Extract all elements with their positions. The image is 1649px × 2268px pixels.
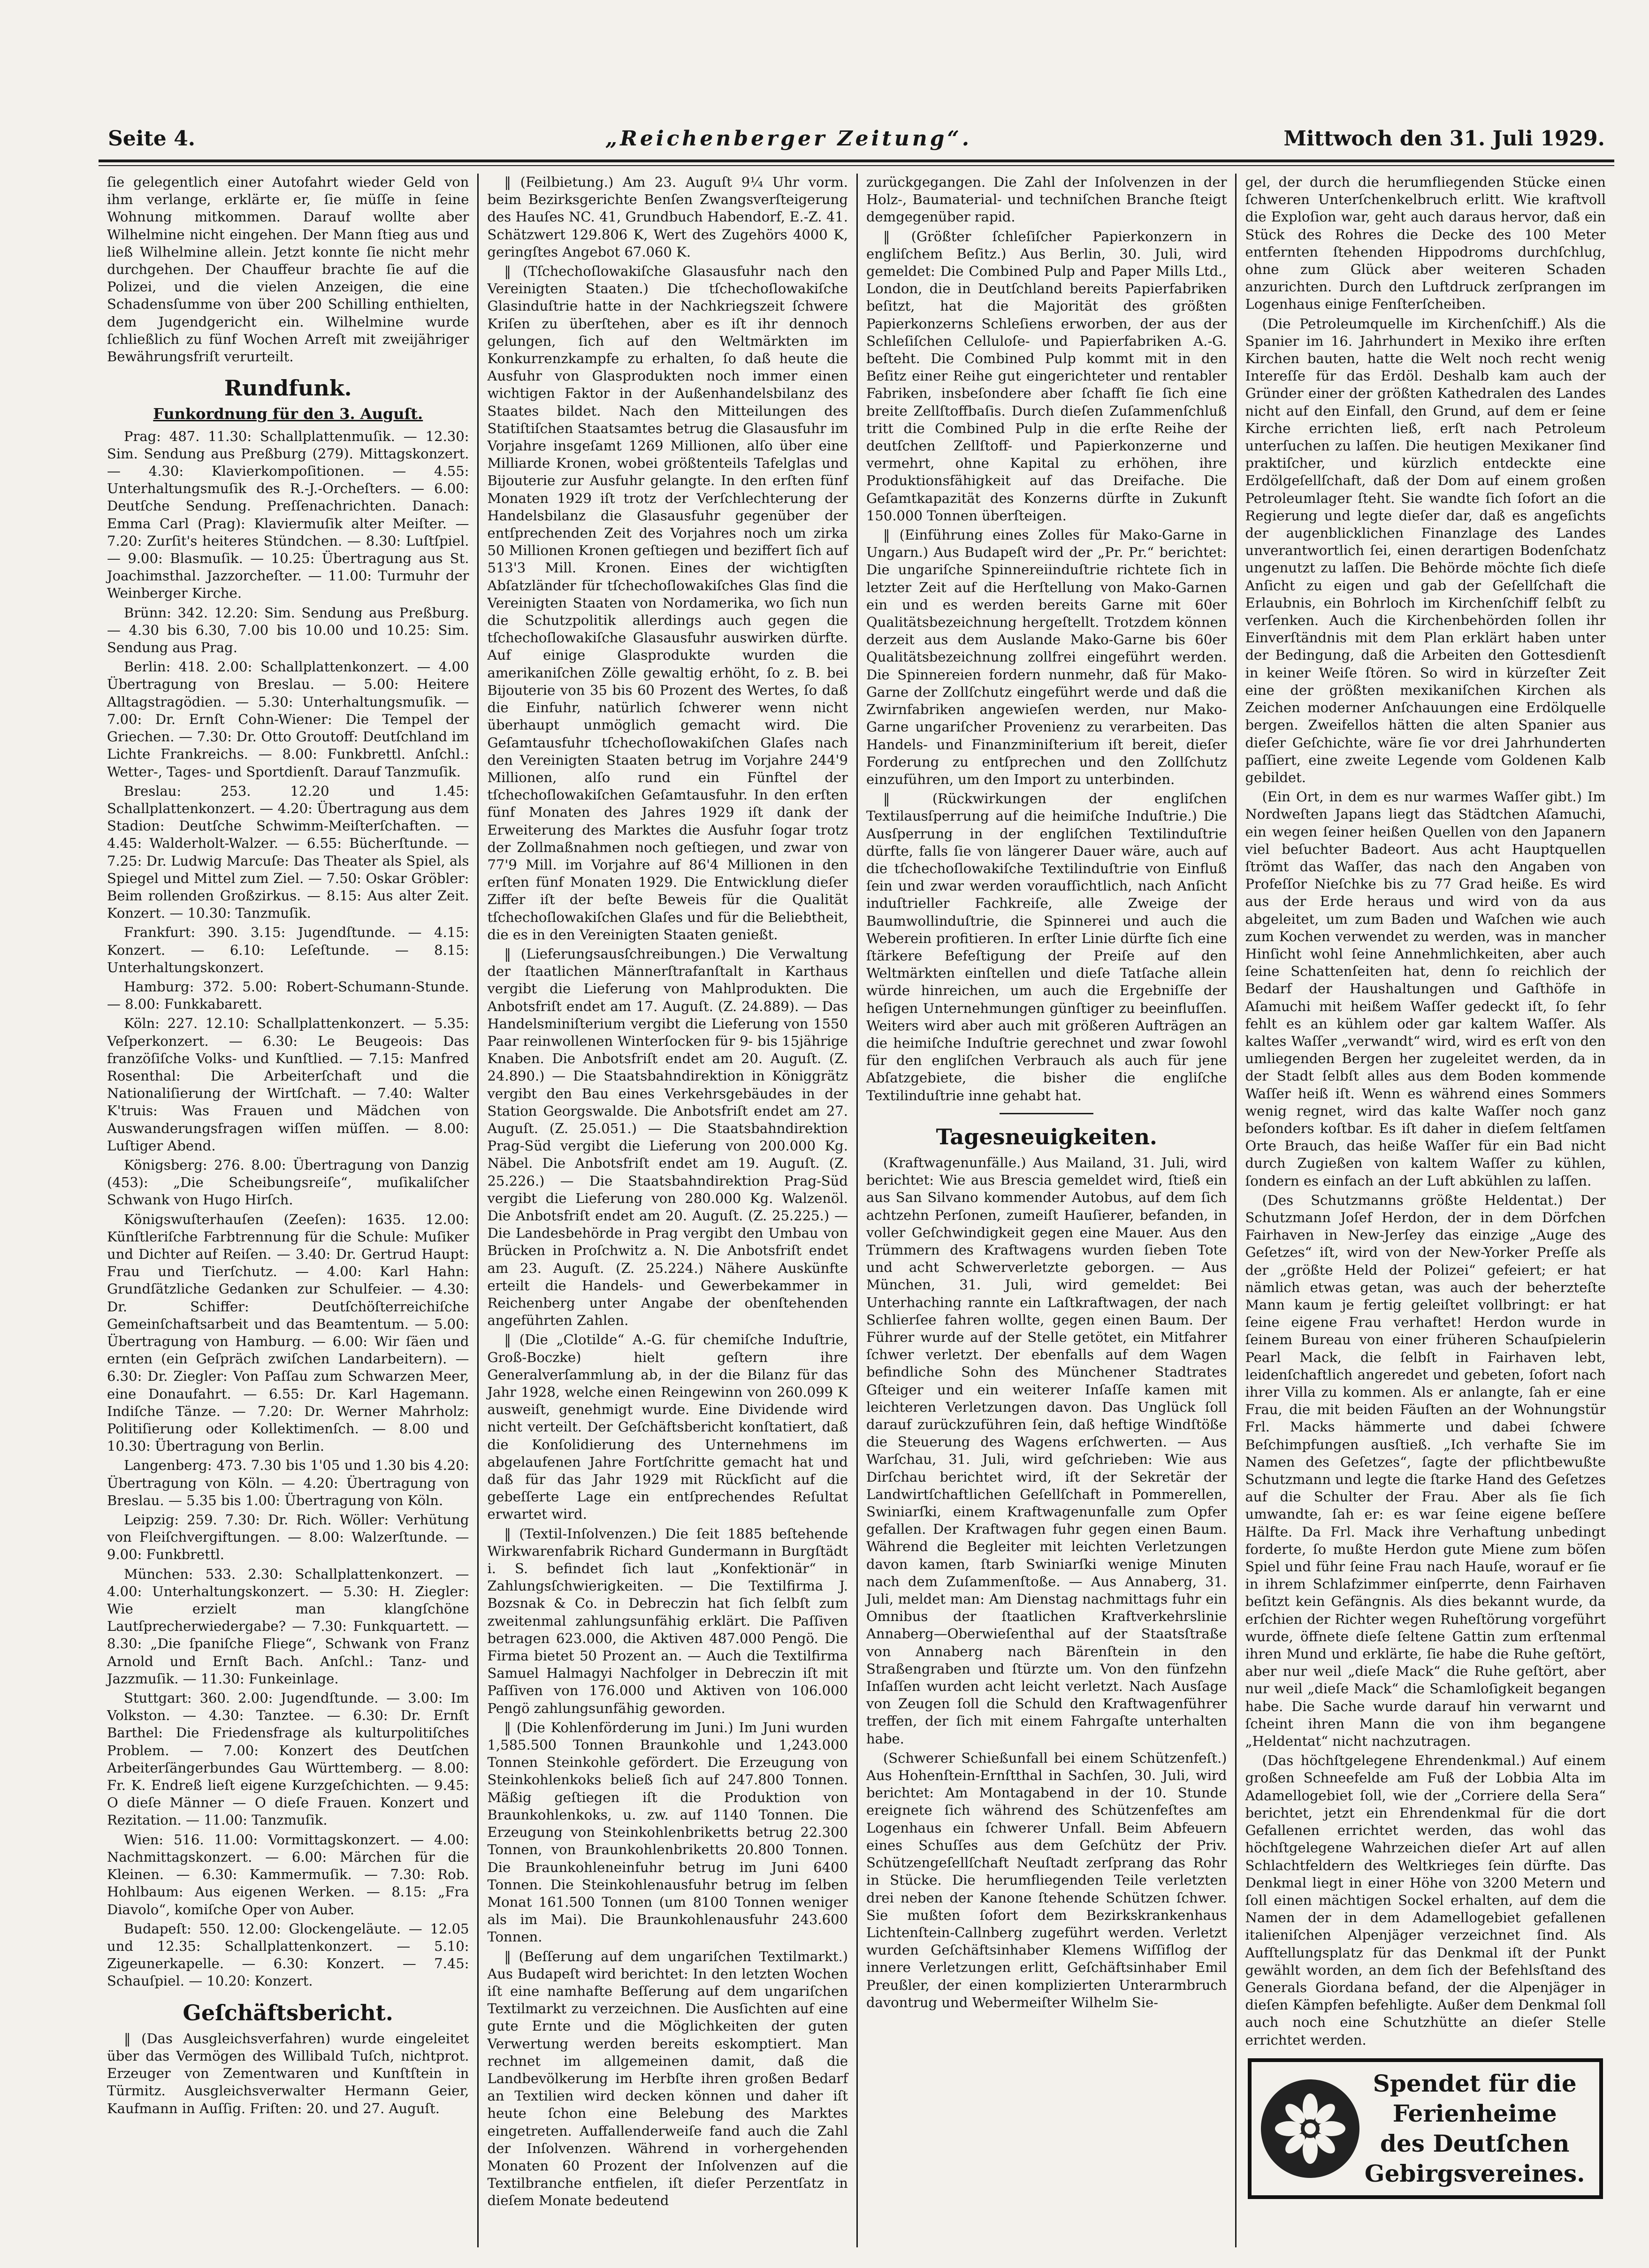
ad-line: Ferienheime <box>1392 2099 1557 2127</box>
business-item: ‖ (Textil-Inſolvenzen.) Die ſeit 1885 beſtehende Wirkwarenfabrik Richard Gundermann in Burgſtädt i. S. befindet ſich laut „Konfektionär“ in Zahlungsſchwierigkeiten. — Die Textilfirma J. Bozsnak & Co. in Debreczin hat ſich ſelbſt zum zweitenmal zahlungsunfähig erklärt. Die Paſſiven betragen 623.000, die Aktiven 487.000 Pengö. Die Firma bietet 50 Prozent an. — Auch die Textilfirma Samuel Halmagyi Nachfolger in Debreczin iſt mit Paſſiven von 176.000 und Aktiven von 106.000 Pengö zahlungsunfähig geworden. <box>487 1525 848 1716</box>
business-item: ‖ (Die „Clotilde“ A.-G. für chemiſche Induſtrie, Groß-Boczke) hielt geſtern ihre Generalverſammlung ab, in der die Bilanz für das Jahr 1928, welche einen Reingewinn von 260.099 K ausweiſt, genehmigt wurde. Eine Dividende wird nicht verteilt. Der Geſchäftsbericht konſtatiert, daß die Konſolidierung des Unternehmens im abgelaufenen Jahre Fortſchritte gemacht hat und daß für das Jahr 1929 mit Rückſicht auf die gebeſſerte Lage ein entſprechendes Reſultat erwartet wird. <box>487 1332 848 1522</box>
business-item: ‖ (Die Kohlenförderung im Juni.) Im Juni wurden 1,585.500 Tonnen Braunkohle und 1,243.000 Tonnen Steinkohle gefördert. Die Erzeugung von Steinkohlenkoks beließ ſich auf 247.800 Tonnen. Mäßig geſtiegen iſt die Produktion von Braunkohlenkoks, u. zw. auf 1140 Tonnen. Die Erzeugung von Steinkohlenbriketts betrug 22.300 Tonnen, von Braunkohlenbriketts 20.800 Tonnen. Die Braunkohleneinfuhr betrug im Juni 6400 Tonnen. Die Steinkohlenausfuhr betrug im ſelben Monat 161.500 Tonnen (um 8100 Tonnen weniger als im Mai). Die Braunkohlenausfuhr 243.600 Tonnen. <box>487 1719 848 1945</box>
radio-listing: Stuttgart: 360. 2.00: Jugendſtunde. — 3.00: Im Volkston. — 4.30: Tanztee. — 6.30: Dr. Ernſt Barthel: Die Friedensfrage als kulturpolitiſches Problem. — 7.00: Konzert des Deutſchen Arbeiterſängerbundes Gau Württemberg. — 8.00: Fr. K. Endreß lieſt eigene Kurzgeſchichten. — 9.45: O dieſe Männer — O dieſe Frauen. Konzert und Rezitation. — 11.00: Tanzmuſik. <box>107 1690 469 1828</box>
news-item: (Schwerer Schießunfall bei einem Schützenfeſt.) Aus Hohenſtein-Ernſtthal in Sachſen, 30. Juli, wird berichtet: Am Montagabend in der 10. Stunde ereignete ſich während des Schützenfeſtes am Logenhaus ein ſchwerer Unfall. Beim Abfeuern eines Schuſſes aus dem Geſchütz der Priv. Schützengeſellſchaft Neuſtadt zerſprang das Rohr in Stücke. Die herumfliegenden Teile verletzten drei neben der Kanone ſtehende Schützen ſchwer. Sie mußten ſofort dem Bezirkskrankenhaus Lichtenſtein-Callnberg zugeführt werden. Verletzt wurden Geſchäftsinhaber Klemens Wiſſiflog der innere Verletzungen erlitt, Geſchäftsinhaber Emil Preußler, der einen komplizierten Unterarmbruch davontrug und Webermeiſter Wilhelm Sie- <box>866 1750 1227 2010</box>
newspaper-page <box>89 108 1614 2247</box>
header-rule-thin <box>99 165 1614 166</box>
advertisement-text <box>1359 2069 1590 2189</box>
column-2 <box>477 174 856 2247</box>
radio-listing: Königswuſterhauſen (Zeeſen): 1635. 12.00: Künſtleriſche Farbtrennung für die Schule: Muſiker und Dichter auf Reiſen. — 3.40: Dr. Gertrud Haupt: Frau und Tierſchutz. — 4.00: Karl Hahn: Grundſätzliche Gedanken zur Schulfeier. — 4.30: Dr. Schiffer: Deutſchöſterreichiſche Gemeinſchaftsarbeit und das Beamtentum. — 5.00: Übertragung von Hamburg. — 6.00: Wir ſäen und ernten (ein Geſpräch zwiſchen Landarbeitern). — 6.30: Dr. Ziegler: Von Paſſau zum Schwarzen Meer, eine Donaufahrt. — 6.55: Dr. Karl Hagemann. Indiſche Tänze. — 7.20: Dr. Werner Mahrholz: Politiſierung oder Kollektimenſch. — 8.00 und 10.30: Übertragung von Berlin. <box>107 1211 469 1454</box>
radio-listing: Langenberg: 473. 7.30 bis 1'05 und 1.30 bis 4.20: Übertragung von Köln. — 4.20: Übertragung von Breslau. — 5.35 bis 1.00: Übertragung von Köln. <box>107 1457 469 1508</box>
business-item: zurückgegangen. Die Zahl der Inſolvenzen in der Holz-, Baumaterial- und techniſchen Branche ſteigt demgegenüber rapid. <box>866 174 1227 225</box>
radio-listing: Wien: 516. 11.00: Vormittagskonzert. — 4.00: Nachmittagskonzert. — 6.00: Märchen für die Kleinen. — 6.30: Kammermuſik. — 7.30: Rob. Hohlbaum: Aus eigenen Werken. — 8.15: „Fra Diavolo“, komiſche Oper von Auber. <box>107 1831 469 1918</box>
news-item: (Ein Ort, in dem es nur warmes Waſſer gibt.) Im Nordweſten Japans liegt das Städtchen Aſamuchi, ein wegen ſeiner heißen Quellen von den Japanern viel beſuchter Badeort. Aus acht Hauptquellen ſtrömt das Waſſer, das nach den Angaben von Profeſſor Nieſchke bis zu 77 Grad heiße. Es wird aus der Erde heraus und wird von da aus abgeleitet, um zum Baden und Waſchen wie auch zum Kochen verwendet zu werden, was in mancher Hinſicht wohl ſeine Annehmlichkeiten, aber auch ſeine Schattenſeiten hat, denn ſo reichlich der Bedarf der Haushaltungen und Gaſthöfe in Aſamuchi mit heißem Waſſer gedeckt iſt, ſo ſehr fehlt es an kühlem oder gar kaltem Waſſer. Als kaltes Waſſer „verwandt“ wird, wird es erſt von den umliegenden Bergen her zugeleitet werden, da in der Stadt ſelbſt alles aus dem Boden kommende Waſſer heiß iſt. Wenn es während eines Sommers wenig regnet, wird das kalte Waſſer noch ganz beſonders koſtbar. Es iſt daher in dieſem ſeltſamen Orte Brauch, das heiße Waſſer für ein Bad nicht durch Zugießen von kaltem Waſſer zu kühlen, ſondern es einfach an der Luft abkühlen zu laſſen. <box>1245 789 1606 1189</box>
ad-line: des Deutſchen <box>1380 2129 1570 2157</box>
column-4 <box>1235 174 1614 2247</box>
business-item: ‖ (Rückwirkungen der engliſchen Textilausſperrung auf die heimiſche Induſtrie.) Die Ausſperrung in der engliſchen Textilinduſtrie dürfte, falls ſie von längerer Dauer wäre, auch auf die tſchechoſlowakiſche Textilinduſtrie von Einfluß ſein und zwar werden voraufſichtlich, nach Anſicht induſtrieller Fachkreiſe, alle Zweige der Baumwollinduſtrie, die Spinnerei und auch die Weberein profitieren. In erſter Linie dürfte ſich eine ſtärkere Befeſtigung der Preiſe auf den Weltmärkten einſtellen und dieſe Tatſache allein würde hinreichen, um auch die Ergebniſſe der heſigen Unternehmungen günſtiger zu beeinfluſſen. Weiters wird aber auch mit größeren Aufträgen an die heimiſche Induſtrie gerechnet und zwar ſowohl für den engliſchen Verbrauch als auch für jene Abſatzgebiete, die bisher die engliſche Textilinduſtrie inne gehabt hat. <box>866 791 1227 1104</box>
radio-listing: Köln: 227. 12.10: Schallplattenkonzert. — 5.35: Veſperkonzert. — 6.30: Le Beugeois: Das franzöſiſche Volks- und Kunſtlied. — 7.15: Manfred Rosenthal: Die Arbeiterſchaft und die Nationaliſierung der Wirtſchaft. — 7.40: Walter K'truis: Was Frauen und Mädchen von Auswanderungsfragen wiſſen müſſen. — 8.00: Luſtiger Abend. <box>107 1015 469 1154</box>
radio-listing: Brünn: 342. 12.20: Sim. Sendung aus Preßburg. — 4.30 bis 6.30, 7.00 bis 10.00 und 10.25: Sim. Sendung aus Prag. <box>107 604 469 656</box>
business-item: ‖ (Beſſerung auf dem ungariſchen Textilmarkt.) Aus Budapeſt wird berichtet: In den letzten Wochen iſt eine namhafte Beſſerung auf dem ungariſchen Textilmarkt zu verzeichnen. Die Ausſichten auf eine gute Ernte und die Möglichkeiten der guten Verwertung werden bereits eskomptiert. Man rechnet im allgemeinen damit, daß die Landbevölkerung im Herbſte ihren großen Bedarf an Textilien wird decken können und daher iſt heute ſchon eine Belebung des Marktes eingetreten. Auffallenderweiſe fand auch die Zahl der Inſolvenzen. Während in vorhergehenden Monaten 60 Prozent der Inſolvenzen auf die Textilbranche entfielen, iſt dieſer Perzentſatz in dieſem Monate bedeutend <box>487 1948 848 2209</box>
header-rule <box>99 160 1614 162</box>
section-heading-tagesneuigkeiten: Tagesneuigkeiten. <box>936 1124 1157 1149</box>
issue-date: Mittwoch den 31. Juli 1929. <box>1283 127 1605 151</box>
edelweiss-emblem-icon <box>1261 2079 1359 2178</box>
radio-listing: Prag: 487. 11.30: Schallplattenmuſik. — 12.30: Sim. Sendung aus Preßburg (279). Mittagskonzert. — 4.30: Klavierkompoſitionen. — 4.55: Unterhaltungsmuſik des R.-J.-Orcheſters. — 6.00: Deutſche Sendung. Preſſenachrichten. Danach: Emma Carl (Prag): Klaviermuſik alter Meiſter. — 7.20: Zurſit's heiteres Stündchen. — 8.30: Luſtſpiel. — 9.00: Blasmuſik. — 10.25: Übertragung aus St. Joachimsthal. Jazzorcheſter. — 11.00: Turmuhr der Weinberger Kirche. <box>107 428 469 601</box>
radio-listing: Königsberg: 276. 8.00: Übertragung von Danzig (453): „Die Scheibungsreiſe“, muſikaliſcher Schwank von Hugo Hirſch. <box>107 1157 469 1208</box>
radio-listing: Breslau: 253. 12.20 und 1.45: Schallplattenkonzert. — 4.20: Übertragung aus dem Stadion: Deutſche Schwimm-Meiſterſchaften. — 4.45: Walderholt-Walzer. — 6.55: Bücherſtunde. — 7.25: Dr. Ludwig Marcuſe: Das Theater als Spiel, als Spiegel und Mittel zum Ziel. — 7.50: Oskar Gröbler: Beim rollenden Großzirkus. — 8.15: Aus alter Zeit. Konzert. — 10.30: Tanzmuſik. <box>107 783 469 921</box>
radio-listing: Leipzig: 259. 7.30: Dr. Rich. Wöller: Verhütung von Fleiſchvergiftungen. — 8.00: Walzerſtunde. — 9.00: Funkbrettl. <box>107 1512 469 1563</box>
ad-line: Spendet für die <box>1373 2069 1577 2097</box>
news-item: gel, der durch die herumfliegenden Stücke einen ſchweren Unterſchenkelbruch erlitt. Wie kraftvoll die Exploſion war, geht auch daraus hervor, daß ein Stück des Rohres die Decke des 100 Meter entfernten ſtehenden Hippodroms durchſchlug, ohne zum Glück aber weiteren Schaden anzurichten. Durch den Luftdruck zerſprangen im Logenhaus einige Fenſterſcheiben. <box>1245 174 1606 312</box>
advertisement-box <box>1248 2058 1603 2199</box>
radio-listing: Frankfurt: 390. 3.15: Jugendſtunde. — 4.15: Konzert. — 6.10: Leſeſtunde. — 8.15: Unterhaltungskonzert. <box>107 924 469 975</box>
business-item: ‖ (Tſchechoſlowakiſche Glasausfuhr nach den Vereinigten Staaten.) Die tſchechoſlowakiſche Glasinduſtrie hatte in der Nachkriegszeit ſchwere Kriſen zu überſtehen, aber es iſt ihr dennoch gelungen, ſich auf den Weltmärkten im Konkurrenzkampfe zu erhalten, ſo daß heute die Ausfuhr von Glasprodukten noch immer einen wichtigen Faktor in der Außenhandelsbilanz des Staates bildet. Nach den Mitteilungen des Statiſtiſchen Staatsamtes betrug die Glasausfuhr im Vorjahre insgeſamt 1269 Millionen, alſo über eine Milliarde Kronen, wobei größtenteils Tafelglas und Bijouterie zur Ausfuhr gelangte. In den erſten fünf Monaten 1929 iſt trotz der Verſchlechterung der Handelsbilanz die Glasausfuhr gegenüber der entſprechenden Zeit des Vorjahres noch um zirka 50 Millionen Kronen geſtiegen und beziffert ſich auf 513'3 Mill. Kronen. Eines der wichtigſten Abſatzländer für tſchechoſlowakiſches Glas ſind die Vereinigten Staaten von Nordamerika, wo ſich nun die Schutzpolitik allerdings auch gegen die tſchechoſlowakiſche Glasausfuhr auswirken dürfte. Auf einige Glasprodukte wurden die amerikaniſchen Zölle gewaltig erhöht, ſo z. B. bei Bijouterie von 35 bis 60 Prozent des Wertes, ſo daß die Einfuhr, natürlich ſchwerer wenn nicht überhaupt unmöglich gemacht wird. Die Geſamtausfuhr tſchechoſlowakiſchen Glaſes nach den Vereinigten Staaten betrug im Vorjahre 244'9 Millionen, alſo rund ein Fünftel der tſchechoſlowakiſchen Geſamtausfuhr. In den erſten fünf Monaten des Jahres 1929 iſt dank der Erweiterung des Marktes die Ausfuhr ſogar trotz der Zollmaßnahmen noch geſtiegen, und zwar von 77'9 Mill. im Vorjahre auf 86'4 Millionen in den erſten fünf Monaten 1929. Die Entwicklung dieſer Ziffer iſt der beſte Beweis für die Qualität tſchechoſlowakiſchen Glaſes und für die Beliebtheit, die es in den Vereinigten Staaten genießt. <box>487 263 848 943</box>
news-item: (Kraftwagenunfälle.) Aus Mailand, 31. Juli, wird berichtet: Wie aus Brescia gemeldet wird, ſtieß ein aus San Silvano kommender Autobus, auf dem ſich achtzehn Perſonen, zumeiſt Hauſierer, befanden, in voller Geſchwindigkeit gegen eine Mauer. Aus den Trümmern des Kraftwagens wurden ſieben Tote und acht Schwerverletzte geborgen. — Aus München, 31. Juli, wird gemeldet: Bei Unterhaching rannte ein Laſtkraftwagen, der nach Schlierſee fahren wollte, gegen einen Baum. Der Führer wurde auf der Stelle getötet, ein Mitfahrer ſchwer verletzt. Der ebenfalls auf dem Wagen befindliche Sohn des Münchener Stadtrates Gſteiger und ein weiterer Inſaſſe kamen mit leichteren Verletzungen davon. Das Unglück ſoll darauf zurückzuführen ſein, daß heftige Windſtöße die Steuerung des Wagens erſchwerten. — Aus Warſchau, 31. Juli, wird geſchrieben: Wie aus Dirſchau berichtet wird, iſt der Sekretär der Landwirtſchaftlichen Geſellſchaft in Pommerellen, Swiniarſki, einem Kraftwagenunfalle zum Opfer gefallen. Der Kraftwagen fuhr gegen einen Baum. Während die Begleiter mit leichten Verletzungen davon kamen, ſtarb Swiniarſki wenige Minuten nach dem Zuſammenſtoße. — Aus Annaberg, 31. Juli, meldet man: Am Dienstag nachmittags fuhr ein Omnibus der ſtaatlichen Kraftverkehrslinie Annaberg—Oberwieſenthal auf der Staatsſtraße von Annaberg nach Bärenſtein in den Straßengraben und ſtürzte um. Von den fünfzehn Inſaſſen wurden acht leicht verletzt. Nach Ausſage von Zeugen ſoll die Schuld den Kraftwagenführer treffen, der ſich mit einem Fahrgaſte unterhalten habe. <box>866 1154 1227 1747</box>
column-3 <box>856 174 1236 2247</box>
masthead <box>89 108 1614 155</box>
section-heading-rundfunk: Rundfunk. <box>224 375 352 401</box>
business-item: ‖ (Einführung eines Zolles für Mako-Garne in Ungarn.) Aus Budapeſt wird der „Pr. Pr.“ berichtet: Die ungariſche Spinnereiinduſtrie richtete ſich in letzter Zeit auf die Herſtellung von Mako-Garnen ein und es werden bereits Garne mit 60er Qualitätsbezeichnung hergeſtellt. Trotzdem können derzeit aus dem Auslande Mako-Garne bis 60er Qualitätsbezeichnung zollfrei eingeführt werden. Die Spinnereien fordern nunmehr, daß für Mako-Garne der Zollſchutz eingeführt werde und daß die Zwirnfabriken angewieſen werden, nur Mako-Garne ungariſcher Provenienz zu verarbeiten. Das Handels- und Finanzminiſterium iſt bereit, dieſer Forderung zu entſprechen und den Zollſchutz einzuführen, um den Import zu unterbinden. <box>866 527 1227 787</box>
article-text: ſie gelegentlich einer Autofahrt wieder Geld von ihm verlange, erklärte er, ſie müſſe in ſeine Wohnung mitkommen. Darauf wollte aber Wilhelmine nicht eingehen. Der Mann ſtieg aus und ließ Wilhelmine allein. Jetzt konnte ſie nicht mehr durchgehen. Der Chauffeur brachte ſie auf die Polizei, und die vielen Anzeigen, die eine Schadensſumme von über 200 Schilling enthielten, dem Jugendgericht ein. Wilhelmine wurde ſchließlich zu fünf Wochen Arreſt mit zweijähriger Bewährungsfriſt verurteilt. <box>107 174 469 365</box>
news-item: (Des Schutzmanns größte Heldentat.) Der Schutzmann Joſef Herdon, der in dem Dörfchen Fairhaven in New-Jerſey das einzige „Auge des Geſetzes“ iſt, wird von der New-Yorker Preſſe als der „größte Held der Polizei“ gefeiert; er hat nämlich etwas getan, was auch der beherzteſte Mann kaum je fertig geleiſtet vollbringt: er hat ſeine eigene Frau verhaftet! Herdon wurde in ſeinem Bureau von einer früheren Schauſpielerin Pearl Mack, die ſelbſt in Fairhaven lebt, leidenſchaftlich angeredet und gebeten, ſofort nach ihrer Villa zu kommen. Als er anlangte, ſah er eine Frau, die mit beiden Fäuſten an der Wohnungstür Frl. Macks hämmerte und dabei ſchwere Beſchimpfungen ausſtieß. „Ich verhafte Sie im Namen des Geſetzes“, ſagte der pflichtbewußte Schutzmann und legte die ſtarke Hand des Geſetzes auf die Schulter der Frau. Aber als ſie ſich umwandte, ſah er: es war ſeine eigene beſſere Hälfte. Da Frl. Mack ihre Verhaftung unbedingt forderte, ſo mußte Herdon gute Miene zum böſen Spiel und führ ſeine Frau nach Hauſe, worauf er ſie in ihrem Schlafzimmer einſperrte, denn Fairhaven beſitzt kein Gefängnis. Als dies bekannt wurde, da erſchien der Richter wegen Ruheſtörung vorgeführt wurde, öffnete dieſe ſeltene Gattin zum erſtenmal ihren Mund und erklärte, ſie habe die Ruhe geſtört, aber nur weil „dieſe Mack“ die Ruhe geſtört, aber nur weil „dieſe Mack“ die Schamloſigkeit begangen habe. Die Sache wurde darauf hin verwarnt und ſcheint ihren Mann die von ihm begangene „Heldentat“ nicht nachzutragen. <box>1245 1192 1606 1750</box>
business-report: ‖ (Das Ausgleichsverfahren) wurde eingeleitet über das Vermögen des Willibald Tuſch, nichtprot. Erzeuger von Zementwaren und Kunſtſtein in Türmitz. Ausgleichsverwalter Hermann Geier, Kaufmann in Auſſig. Friſten: 20. und 27. Auguſt. <box>107 2030 469 2116</box>
business-item: ‖ (Lieferungsausſchreibungen.) Die Verwaltung der ſtaatlichen Männerſtrafanſtalt in Karthaus vergibt die Lieferung von Mahlprodukten. Die Anbotsfriſt endet am 17. Auguſt. (Z. 24.889). — Das Handelsminiſterium vergibt die Lieferung von 1550 Paar reinwollenen Winterſocken für 9- bis 15jährige Knaben. Die Anbotsfriſt endet am 20. Auguſt. (Z. 24.890.) — Die Staatsbahndirektion in Königgrätz vergibt den Bau eines Verkehrsgebäudes in der Station Georgswalde. Die Anbotsfriſt endet am 27. Auguſt. (Z. 25.051.) — Die Staatsbahndirektion Prag-Süd vergibt die Lieferung von 200.000 Kg. Näbel. Die Anbotsfriſt endet am 19. Auguſt. (Z. 25.226.) — Die Staatsbahndirektion Prag-Süd vergibt die Lieferung von 280.000 Kg. Walzenöl. Die Anbotsfriſt endet am 20. Auguſt. (Z. 25.225.) — Die Landesbehörde in Prag vergibt den Umbau von Brücken in Proſchwitz a. N. Die Anbotsfriſt endet am 23. Auguſt. (Z. 25.224.) Nähere Auskünfte erteilt die Handels- und Gewerbekammer in Reichenberg unter Angabe der obenſtehenden angeführten Zahlen. <box>487 945 848 1329</box>
newspaper-title: „Reichenberger Zeitung“. <box>605 127 972 151</box>
column-1 <box>99 174 477 2247</box>
section-heading-geschaeftsbericht: Geſchäftsbericht. <box>183 2000 393 2025</box>
radio-listing: Hamburg: 372. 5.00: Robert-Schumann-Stunde. — 8.00: Funkkabarett. <box>107 978 469 1012</box>
radio-listing: Budapeſt: 550. 12.00: Glockengeläute. — 12.05 und 12.35: Schallplattenkonzert. — 5.10: Zigeunerkapelle. — 6.30: Konzert. — 7.45: Schauſpiel. — 10.20: Konzert. <box>107 1920 469 1989</box>
news-item: (Das höchſtgelegene Ehrendenkmal.) Auf einem großen Schneefelde am Fuß der Lobbia Alta im Adamellogebiet ſoll, wie der „Corriere della Sera“ berichtet, jetzt ein Ehrendenkmal für die dort Gefallenen errichtet werden, das wohl das höchſtgelegene Wahrzeichen dieſer Art auf allen Schlachtfeldern des Weltkrieges ſein dürfte. Das Denkmal liegt in einer Höhe von 3200 Metern und ſoll einen mächtigen Sockel erhalten, auf dem die Namen der in dem Adamellogebiet gefallenen italieniſchen Alpenjäger verzeichnet ſind. Als Aufſtellungsplatz für das Denkmal iſt der Punkt gewählt worden, an dem ſich der Befehlsſtand des Generals Giordana befand, der die Alpenjäger in dieſen Kämpfen befehligte. Außer dem Denkmal ſoll auch noch eine Schutzhütte an dieſer Stelle errichtet werden. <box>1245 1752 1606 2048</box>
page-number: Seite 4. <box>108 127 196 151</box>
business-item: ‖ (Feilbietung.) Am 23. Auguſt 9¼ Uhr vorm. beim Bezirksgerichte Benſen Zwangsverſteigerung des Hauſes NC. 41, Grundbuch Habendorf, E.-Z. 41. Schätzwert 129.806 K, Wert des Zugehörs 4000 K, geringſtes Angebot 67.060 K. <box>487 174 848 260</box>
business-item: ‖ (Größter ſchleſiſcher Papierkonzern in engliſchem Beſitz.) Aus Berlin, 30. Juli, wird gemeldet: Die Combined Pulp and Paper Mills Ltd., London, die in Deutſchland bereits Papierfabriken beſitzt, hat die Majorität des größten Papierkonzerns Schleſiens erworben, der aus der Schleſiſchen Celluloſe- und Papierfabriken A.-G. beſteht. Die Combined Pulp kommt mit in den Beſitz einer Reihe gut eingerichteter und rentabler Fabriken, insbeſondere aber ſchafft ſie ſich eine breite Zellſtoffbaſis. Durch dieſen Zuſammenſchluß tritt die Combined Pulp in die erſte Reihe der deutſchen Zellſtoff- und Papierkonzerne und vermehrt, ohne Kapital zu erhöhen, ihre Produktionsfähigkeit auf das Dreifache. Die Geſamtkapazität des Konzerns dürfte in Zukunft 150.000 Tonnen überſteigen. <box>866 228 1227 524</box>
columns <box>99 174 1614 2247</box>
radio-schedule-title: Funkordnung für den 3. Auguſt. <box>153 405 423 423</box>
ad-line: Gebirgsvereines. <box>1364 2159 1585 2187</box>
news-item: (Die Petroleumquelle im Kirchenſchiff.) Als die Spanier im 16. Jahrhundert in Mexiko ihre erſten Kirchen bauten, hatte die Welt noch recht wenig Intereſſe für das Erdöl. Deshalb kam auch der Gründer einer der größten Kathedralen des Landes nicht auf den Einfall, den Grund, auf dem er ſeine Kirche errichten ließ, erſt nach Petroleum unterſuchen zu laſſen. Die heutigen Mexikaner ſind praktiſcher, und kürzlich entdeckte eine Erdölgeſellſchaft, daß der Dom auf einem großen Petroleumlager ſteht. Sie wandte ſich ſofort an die Regierung und legte dieſer dar, daß es angeſichts der augenblicklichen Finanzlage des Landes unverantwortlich ſei, einen derartigen Bodenſchatz ungenutzt zu laſſen. Die Behörde möchte ſich dieſe Anſicht zu eigen und gab der Geſellſchaft die Erlaubnis, ein Bohrloch im Kirchenſchiff ſelbſt zu verſenken. Auch die Kirchenbehörden ſollen ihr Einverſtändnis mit dem Plan erklärt haben unter der Bedingung, daß die Arbeiten den Gottesdienſt in keiner Weiſe ſtören. So wird in kürzeſter Zeit eine der größten mexikaniſchen Kirchen als Zeichen moderner Anſchauungen eine Erdölquelle bergen. Zweifellos hätten die alten Spanier aus dieſer Geſchichte, wäre ſie vor drei Jahrhunderten paſſiert, eine zweite Legende vom Goldenen Kalb gebildet. <box>1245 315 1606 785</box>
radio-listing: Berlin: 418. 2.00: Schallplattenkonzert. — 4.00 Übertragung von Breslau. — 5.00: Heitere Alltagstragödien. — 5.30: Unterhaltungsmuſik. — 7.00: Dr. Ernſt Cohn-Wiener: Die Tempel der Griechen. — 7.30: Dr. Otto Groutoff: Deutſchland im Lichte Frankreichs. — 8.00: Funkbrettl. Anſchl.: Wetter-, Tages- und Sportdienſt. Darauf Tanzmuſik. <box>107 659 469 780</box>
radio-listing: München: 533. 2.30: Schallplattenkonzert. — 4.00: Unterhaltungskonzert. — 5.30: H. Ziegler: Wie erzielt man klangſchöne Lautſprecherwiedergabe? — 7.30: Funkquartett. — 8.30: „Die ſpaniſche Fliege“, Schwank von Franz Arnold und Ernſt Bach. Anſchl.: Tanz- und Jazzmuſik. — 11.30: Funkeinlage. <box>107 1566 469 1687</box>
section-divider <box>1000 1113 1093 1114</box>
